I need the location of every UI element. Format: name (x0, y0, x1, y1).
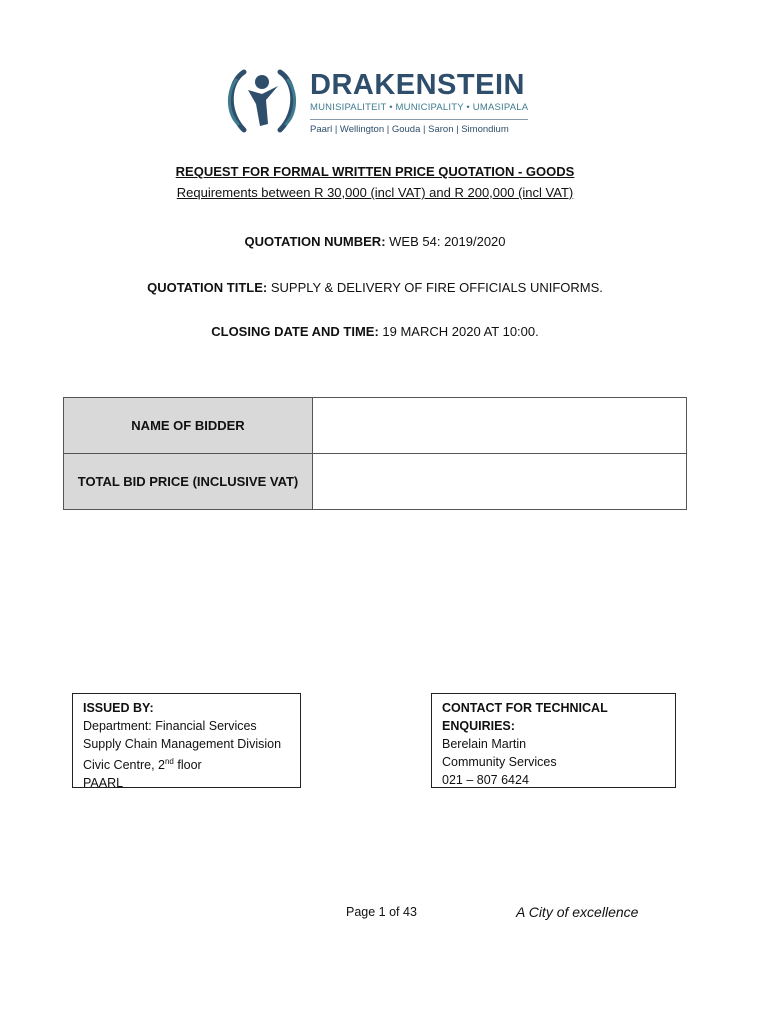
logo-subtitle: MUNISIPALITEIT • MUNICIPALITY • UMASIPALA (310, 102, 529, 113)
contact-name: Berelain Martin (442, 737, 527, 751)
closing-date-label: CLOSING DATE AND TIME: (211, 324, 379, 339)
issued-by-address: Civic Centre, 2nd floor (83, 757, 202, 773)
closing-date-value: 19 MARCH 2020 AT 10:00. (382, 324, 539, 339)
total-bid-price-field[interactable] (313, 454, 687, 510)
bidder-table (63, 397, 687, 510)
document-title: REQUEST FOR FORMAL WRITTEN PRICE QUOTATION - GOODS (175, 164, 575, 179)
logo-towns: Paarl | Wellington | Gouda | Saron | Simondium (310, 124, 509, 135)
drakenstein-emblem-icon (222, 64, 302, 136)
issued-by-title: ISSUED BY: (83, 701, 154, 715)
issued-by-department: Department: Financial Services (83, 719, 257, 733)
logo-name: DRAKENSTEIN (310, 69, 525, 101)
quotation-title-label: QUOTATION TITLE: (147, 280, 268, 295)
page-number: Page 1 of 43 (346, 905, 417, 919)
logo-divider (310, 119, 528, 120)
issued-by-box (72, 693, 301, 791)
issued-by-city: PAARL (83, 776, 124, 791)
quotation-title (0, 280, 750, 295)
bidder-name-label: NAME OF BIDDER (64, 398, 313, 454)
requirements-line: Requirements between R 30,000 (incl VAT) and R 200,000 (incl VAT) (176, 185, 574, 200)
contact-department: Community Services (442, 755, 557, 769)
quotation-number (0, 234, 750, 249)
contact-box (431, 693, 676, 788)
municipality-logo (222, 64, 542, 136)
quotation-number-label: QUOTATION NUMBER: (244, 234, 386, 249)
table-row (64, 398, 687, 454)
contact-phone: 021 – 807 6424 (442, 773, 529, 787)
closing-date (0, 324, 750, 339)
bidder-name-field[interactable] (313, 398, 687, 454)
table-row (64, 454, 687, 510)
quotation-number-value: WEB 54: 2019/2020 (389, 234, 506, 249)
contact-title: CONTACT FOR TECHNICAL ENQUIRIES: (442, 701, 608, 733)
city-motto: A City of excellence (516, 904, 639, 920)
issued-by-division: Supply Chain Management Division (83, 737, 282, 751)
total-bid-price-label: TOTAL BID PRICE (INCLUSIVE VAT) (64, 454, 313, 510)
quotation-title-value: SUPPLY & DELIVERY OF FIRE OFFICIALS UNIFORMS. (270, 280, 603, 295)
